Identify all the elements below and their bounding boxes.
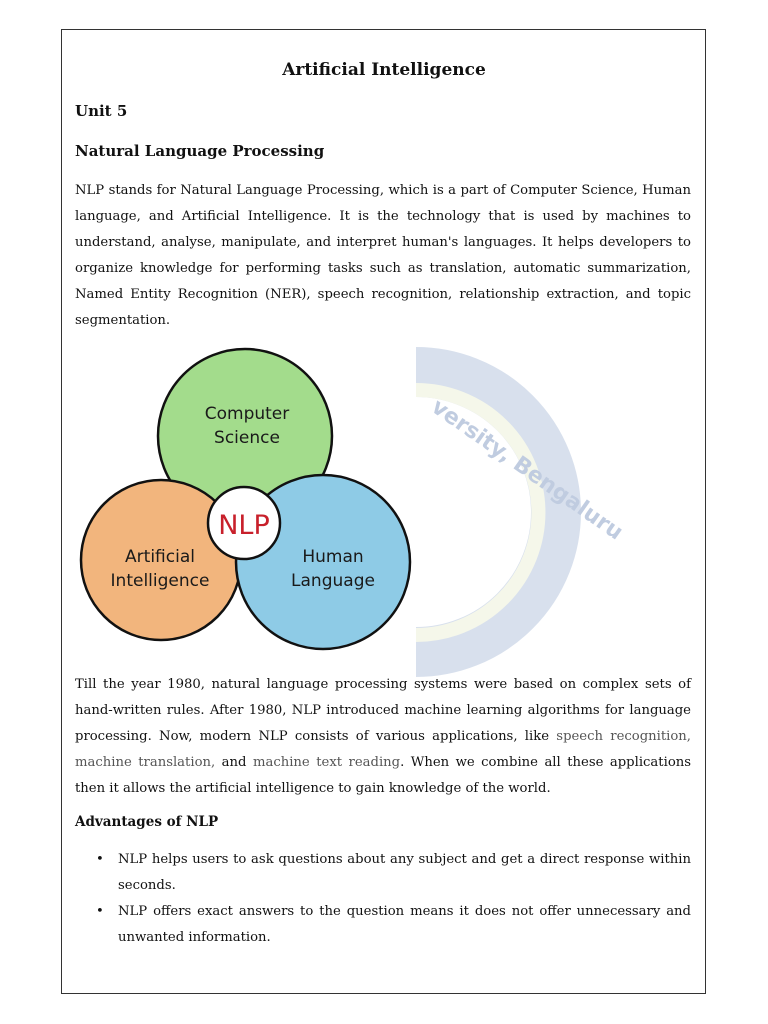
- human-language-label-line1: Human: [302, 547, 364, 567]
- computer-science-label-line2: Science: [214, 428, 280, 448]
- history-text-4: . When we combine all these applications then it allows the artificial intelligence to gain knowledge of the world.: [75, 755, 692, 796]
- history-text-1: Till the year 1980, natural language processing systems were based on complex sets of hand-written rules. After 1980, NLP introduced machine learning algorithms for language processing. Now, modern NLP consists of various applications, like: [75, 677, 691, 744]
- seal-text: versity, Bengaluru: [426, 394, 628, 546]
- bullet-icon: •: [96, 852, 104, 867]
- section-heading: Natural Language Processing: [75, 142, 325, 160]
- artificial-intelligence-label-line1: Artificial: [125, 547, 195, 567]
- list-item: [75, 899, 691, 951]
- intro-paragraph: NLP stands for Natural Language Processing, which is a part of Computer Science, Human language, and Artificial Intelligence. It is the technology that is used by machines to understand, analyse, manipulate, and interpret human's languages. It helps developers to organize knowledge for performing tasks such as translation, automatic summarization, Named Entity Recognition (NER), speech recognition, relationship extraction, and topic segmentation.: [75, 183, 691, 328]
- nlp-venn-diagram: [78, 350, 628, 668]
- advantage-text: NLP offers exact answers to the question means it does not offer unnecessary and unwanted information.: [118, 904, 691, 945]
- machine-translation-link[interactable]: machine translation,: [75, 755, 216, 770]
- unit-heading: Unit 5: [75, 102, 128, 120]
- bullet-icon: •: [96, 904, 104, 919]
- list-item: [75, 847, 691, 899]
- advantages-list: [75, 847, 691, 951]
- machine-text-reading-link[interactable]: machine text reading: [252, 755, 401, 770]
- advantages-heading: Advantages of NLP: [75, 814, 219, 830]
- artificial-intelligence-label-line2: Intelligence: [110, 571, 210, 591]
- nlp-center-label: NLP: [218, 510, 270, 541]
- human-language-label-line2: Language: [291, 571, 375, 591]
- advantage-text: NLP helps users to ask questions about any subject and get a direct response within seconds.: [118, 852, 691, 893]
- history-text-3: and: [215, 755, 253, 770]
- speech-recognition-link[interactable]: speech recognition,: [556, 729, 691, 744]
- document-title: Artificial Intelligence: [282, 60, 486, 80]
- history-paragraph: [75, 672, 691, 802]
- computer-science-label-line1: Computer: [204, 404, 290, 424]
